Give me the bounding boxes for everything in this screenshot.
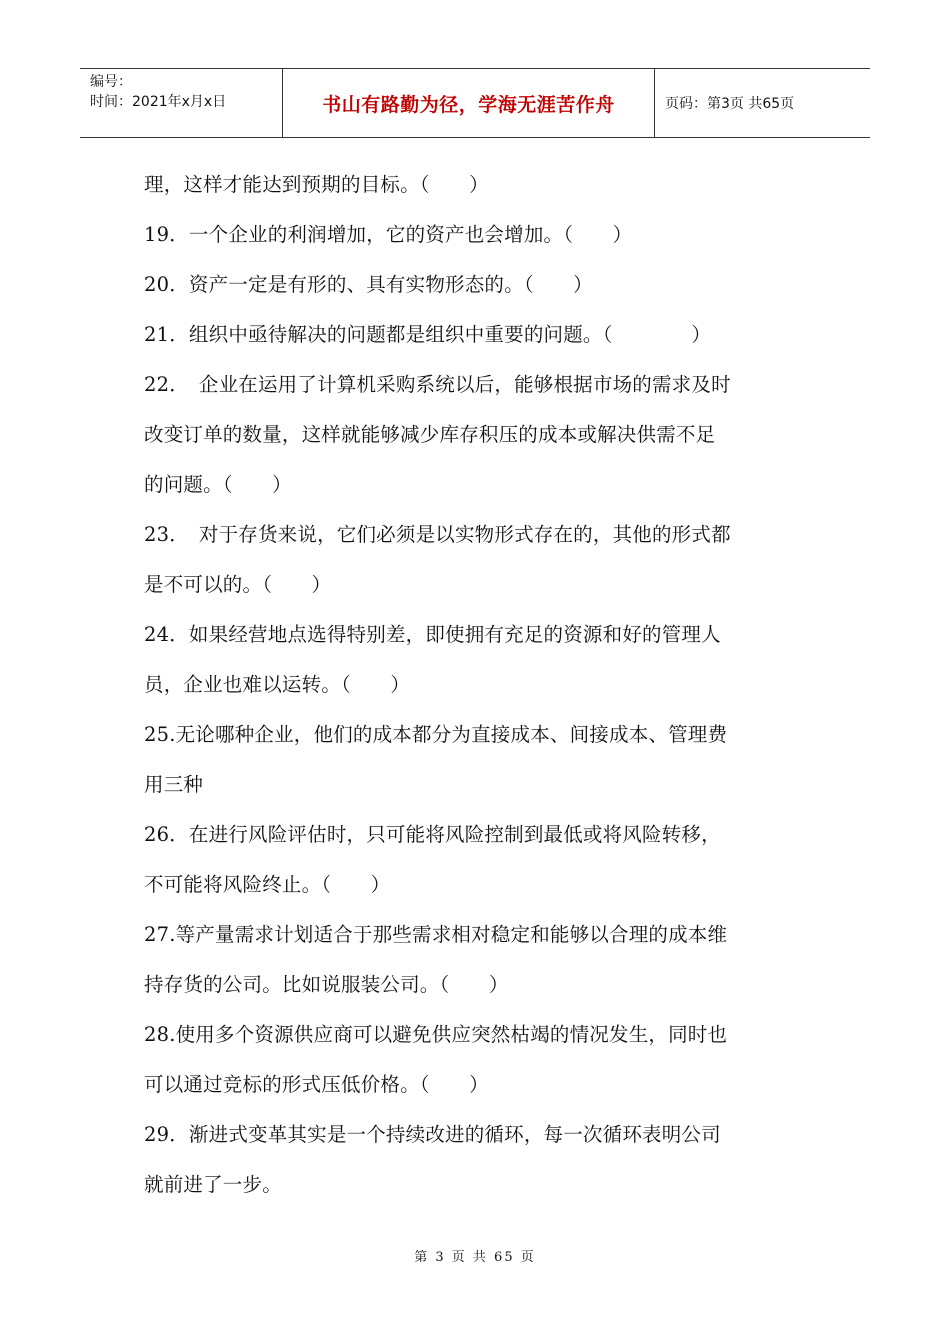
page-header [80, 68, 870, 138]
text-line: 不可能将风险终止。（ ） [144, 873, 391, 896]
text-line: 理，这样才能达到预期的目标。（ ） [144, 173, 489, 196]
text-line: 的问题。（ ） [144, 473, 292, 496]
text-line: 是不可以的。（ ） [144, 573, 332, 596]
text-line: 26．在进行风险评估时，只可能将风险控制到最低或将风险转移， [144, 823, 721, 846]
text-line: 用三种 [144, 773, 204, 796]
question-list [144, 160, 814, 1210]
text-line: 改变订单的数量，这样就能够减少库存积压的成本或解决供需不足 [144, 423, 716, 446]
header-motto: 书山有路勤为径，学海无涯苦作舟 [283, 69, 655, 137]
text-line: 持存货的公司。比如说服装公司。（ ） [144, 973, 509, 996]
text-line: 28.使用多个资源供应商可以避免供应突然枯竭的情况发生，同时也 [144, 1023, 728, 1046]
text-line: 29．渐进式变革其实是一个持续改进的循环，每一次循环表明公司 [144, 1123, 721, 1146]
header-meta [80, 69, 283, 137]
text-line: 27.等产量需求计划适合于那些需求相对稳定和能够以合理的成本维 [144, 923, 728, 946]
text-line: 24．如果经营地点选得特别差，即使拥有充足的资源和好的管理人 [144, 623, 721, 646]
text-line: 19．一个企业的利润增加，它的资产也会增加。（ ） [144, 223, 633, 246]
text-line: 就前进了一步。 [144, 1173, 282, 1196]
document-date: 时间：2021年x月x日 [90, 94, 227, 110]
document-number-label: 编号： [90, 74, 132, 90]
header-page-info: 页码：第3页 共65页 [665, 96, 795, 112]
page-footer: 第 3 页 共 65 页 [414, 1250, 536, 1265]
text-line: 22． 企业在运用了计算机采购系统以后，能够根据市场的需求及时 [144, 373, 731, 396]
text-line: 21．组织中亟待解决的问题都是组织中重要的问题。（ ） [144, 323, 712, 346]
text-line: 可以通过竞标的形式压低价格。（ ） [144, 1073, 489, 1096]
text-line: 员，企业也难以运转。（ ） [144, 673, 411, 696]
text-line: 20．资产一定是有形的、具有实物形态的。（ ） [144, 273, 593, 296]
text-line: 25.无论哪种企业，他们的成本都分为直接成本、间接成本、管理费 [144, 723, 728, 746]
text-line: 23． 对于存货来说，它们必须是以实物形式存在的，其他的形式都 [144, 523, 731, 546]
